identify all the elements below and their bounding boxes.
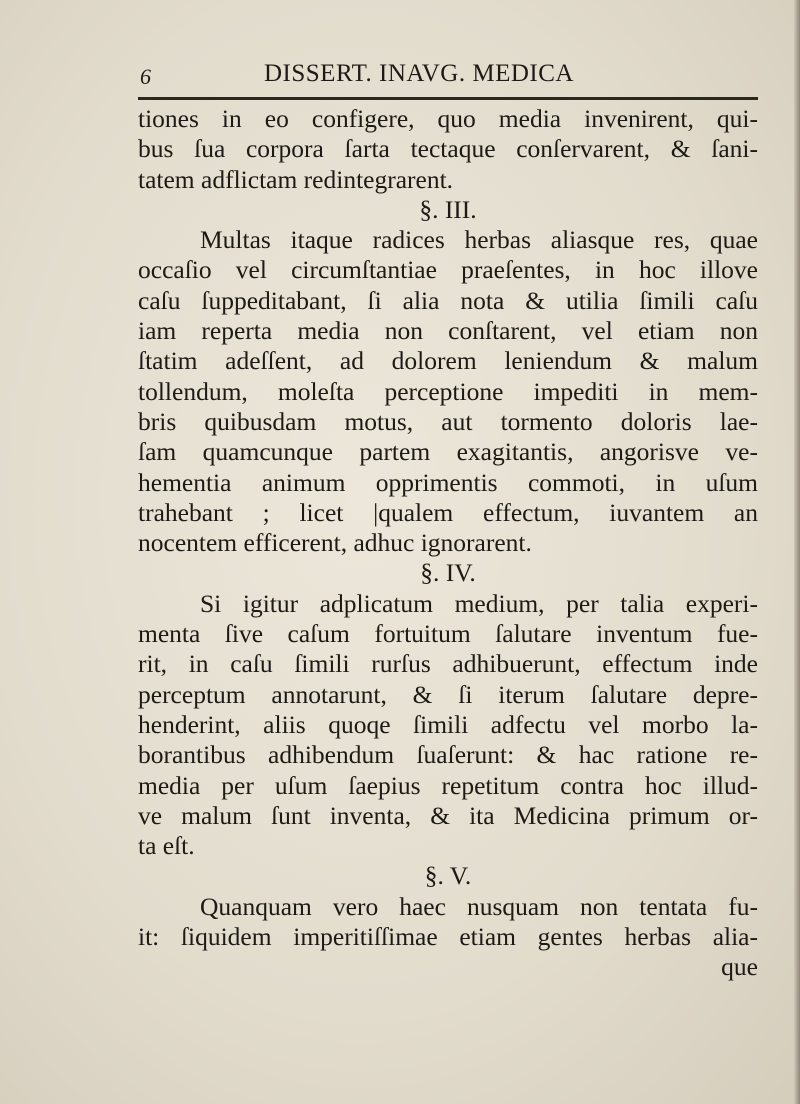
text-line: nocentem efficerent, adhuc ignorarent. bbox=[138, 528, 532, 558]
page-number: 6 bbox=[140, 64, 151, 89]
catchword: que bbox=[721, 952, 758, 982]
text-line: Si igitur adplicatum medium, per talia experi- bbox=[200, 588, 758, 618]
text-line: menta ſive caſum fortuitum ſalutare inventum fue- bbox=[138, 619, 758, 649]
text-line: trahebant ; licet |qualem effectum, iuvantem an bbox=[138, 497, 758, 527]
text-line: rit, in caſu ſimili rurſus adhibuerunt, effectum inde bbox=[138, 649, 758, 679]
text-line: bus ſua corpora ſarta tectaque conſervarent, & ſani- bbox=[138, 134, 758, 164]
section-heading: §. IV. bbox=[420, 558, 476, 588]
text-line: bris quibusdam motus, aut tormento doloris lae- bbox=[138, 406, 758, 436]
text-line: it: ſiquidem imperitiſſimae etiam gentes herbas alia- bbox=[138, 922, 758, 952]
text-line: henderint, aliis quoqe ſimili adfectu vel morbo la- bbox=[138, 709, 758, 739]
text-line: caſu ſuppeditabant, ſi alia nota & utilia ſimili caſu bbox=[138, 285, 758, 315]
text-line: borantibus adhibendum ſuaſerunt: & hac ratione re- bbox=[138, 740, 758, 770]
text-line: iam reperta media non conſtarent, vel etiam non bbox=[138, 316, 758, 346]
section-heading: §. V. bbox=[424, 861, 472, 891]
text-line: tiones in eo configere, quo media invenirent, qui- bbox=[138, 104, 758, 133]
header-rule bbox=[138, 97, 758, 100]
text-line: ſtatim adeſſent, ad dolorem leniendum & malum bbox=[138, 346, 758, 376]
text-line: hementia animum opprimentis commoti, in uſum bbox=[138, 467, 758, 497]
text-line: ta eſt. bbox=[138, 831, 195, 861]
text-line: perceptum annotarunt, & ſi iterum ſalutare depre- bbox=[138, 679, 758, 709]
text-line: tollendum, moleſta perceptione impediti in mem- bbox=[138, 376, 758, 406]
text-line: ve malum ſunt inventa, & ita Medicina primum or- bbox=[138, 800, 758, 830]
text-line: occaſio vel circumſtantiae praeſentes, in hoc illove bbox=[138, 255, 758, 285]
text-line: media per uſum ſaepius repetitum contra hoc illud- bbox=[138, 770, 758, 800]
page-header bbox=[138, 58, 758, 92]
text-line: ſam quamcunque partem exagitantis, angorisve ve- bbox=[138, 437, 758, 467]
text-line: Quanquam vero haec nusquam non tentata fu- bbox=[200, 891, 758, 921]
text-line: Multas itaque radices herbas aliasque res, quae bbox=[200, 225, 758, 255]
text-line: tatem adflictam redintegrarent. bbox=[138, 164, 454, 194]
running-head: DISSERT. INAVG. MEDICA bbox=[264, 60, 574, 87]
body-text bbox=[138, 104, 758, 983]
section-heading: §. III. bbox=[419, 194, 477, 224]
